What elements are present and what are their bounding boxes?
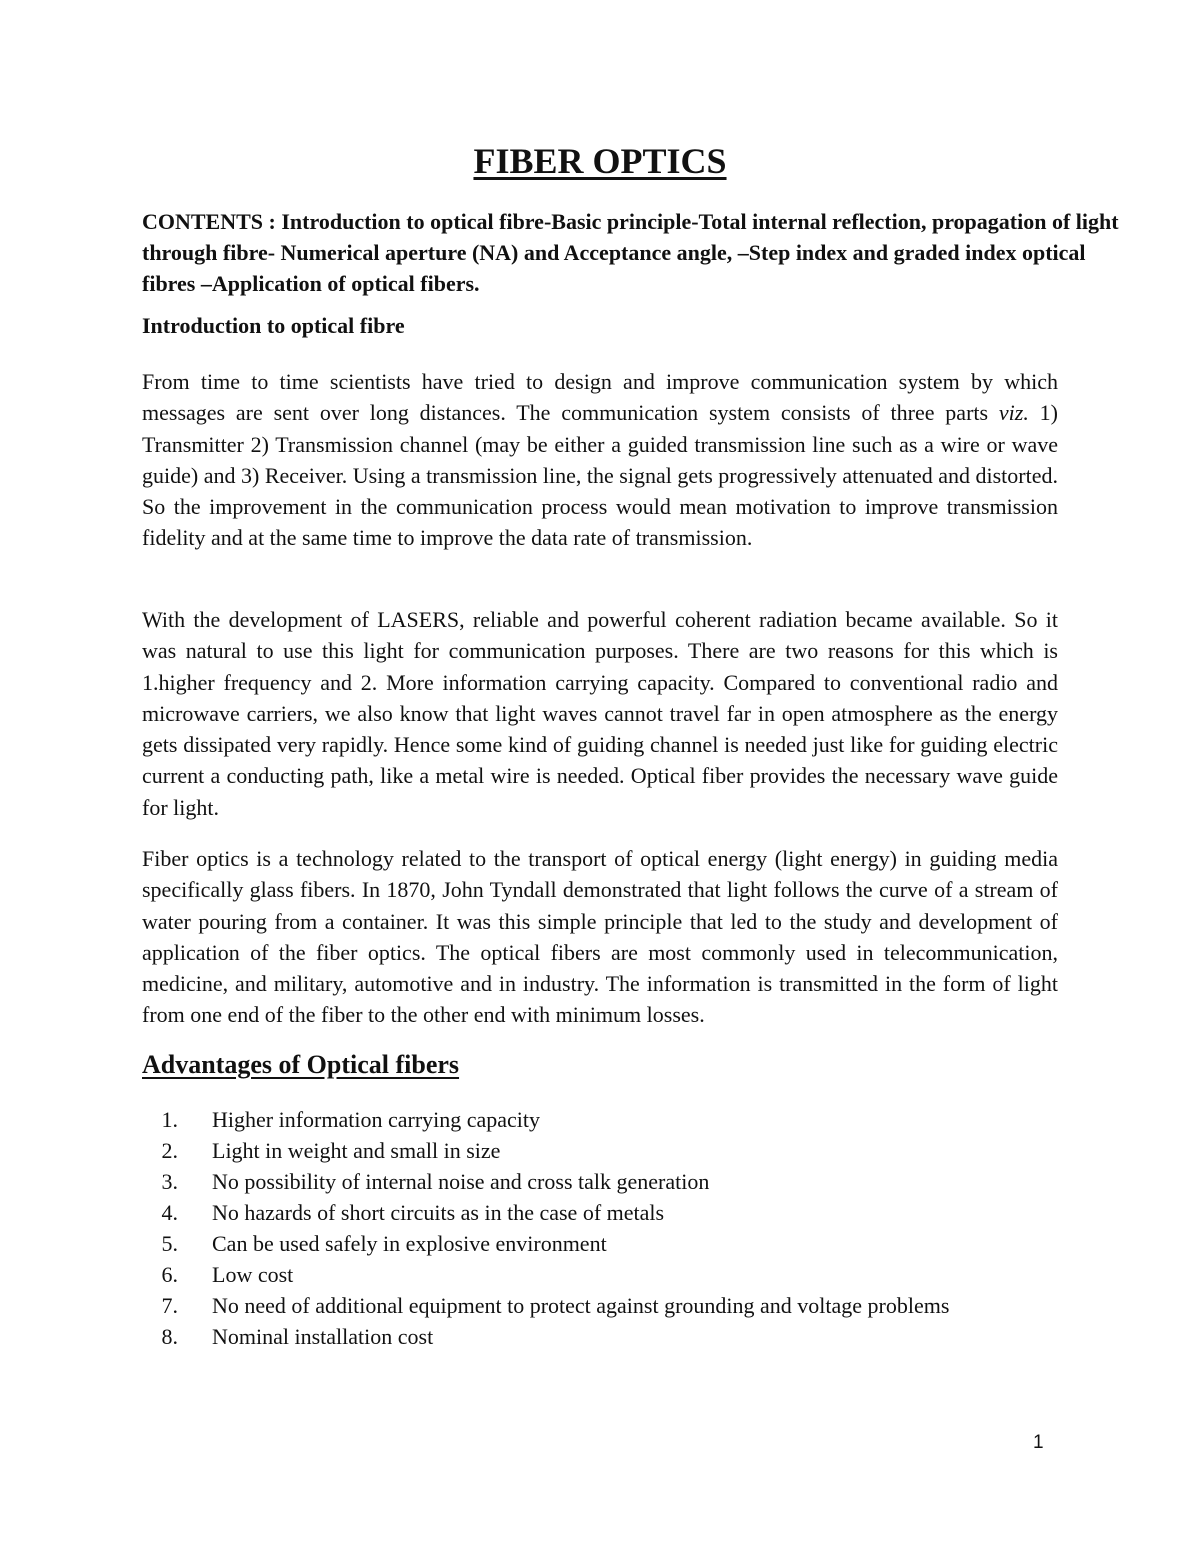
list-item-text: No hazards of short circuits as in the case of metals bbox=[212, 1200, 665, 1225]
list-item-number: 3. bbox=[161, 1169, 178, 1194]
list-item-number: 4. bbox=[161, 1200, 178, 1225]
list-item bbox=[142, 1228, 1042, 1259]
list-item-number: 6. bbox=[161, 1262, 178, 1287]
list-item-text: Can be used safely in explosive environment bbox=[212, 1231, 607, 1256]
paragraph-introduction bbox=[142, 366, 1058, 554]
list-item bbox=[142, 1321, 1042, 1352]
italic-text: viz. bbox=[998, 400, 1029, 426]
list-item bbox=[142, 1104, 1042, 1135]
advantages-list bbox=[142, 1104, 1042, 1352]
list-item bbox=[142, 1259, 1042, 1290]
section-heading-advantages: Advantages of Optical fibers bbox=[142, 1050, 460, 1079]
list-item bbox=[142, 1135, 1042, 1166]
page-number: 1 bbox=[1033, 1432, 1044, 1453]
page-title: FIBER OPTICS bbox=[473, 141, 727, 181]
list-item bbox=[142, 1166, 1042, 1197]
paragraph-fiber-optics: Fiber optics is a technology related to the transport of optical energy (light energy) in guiding media specifically glass fibers. In 1870, John Tyndall demonstrated that light follows the curve of a stream of water pouring from a container. It was this simple principle that led to the study and development of application of the fiber optics. The optical fibers are most commonly used in telecommunication, medicine, and military, automotive and in industry. The information is transmitted in the form of light from one end of the fiber to the other end with minimum losses. bbox=[142, 846, 1058, 1028]
paragraph-text: 1) Transmitter 2) Transmission channel (may be either a guided transmission line such as a wire or wave guide) and 3) Receiver. Using a transmission line, the signal gets progressively attenuated and distorted. So the improvement in the communication process would mean motivation to improve transmission fidelity and at the same time to improve the data rate of transmission. bbox=[142, 400, 1058, 551]
list-item bbox=[142, 1290, 1042, 1321]
paragraph-lasers: With the development of LASERS, reliable and powerful coherent radiation became available. So it was natural to use this light for communication purposes. There are two reasons for this which is 1.higher frequency and 2. More information carrying capacity. Compared to conventional radio and microwave carriers, we also know that light waves cannot travel far in open atmosphere as the energy gets dissipated very rapidly. Hence some kind of guiding channel is needed just like for guiding electric current a conducting path, like a metal wire is needed. Optical fiber provides the necessary wave guide for light. bbox=[142, 607, 1058, 820]
list-item-text: Higher information carrying capacity bbox=[212, 1107, 541, 1132]
list-item-number: 2. bbox=[161, 1138, 178, 1163]
list-item-text: Nominal installation cost bbox=[212, 1324, 434, 1349]
paragraph-text: From time to time scientists have tried to design and improve communication system by which messages are sent over long distances. The communication system consists of three parts bbox=[142, 369, 1058, 426]
list-item-number: 7. bbox=[161, 1293, 178, 1318]
list-item-text: Light in weight and small in size bbox=[212, 1138, 501, 1163]
contents-summary: CONTENTS : Introduction to optical fibre-Basic principle-Total internal reflection, propagation of light through fibre- Numerical aperture (NA) and Acceptance angle, –Step index and graded index optical fibres –Application of optical fibers. bbox=[142, 209, 1119, 296]
list-item-number: 1. bbox=[161, 1107, 178, 1132]
list-item-text: No possibility of internal noise and cross talk generation bbox=[212, 1169, 710, 1194]
list-item-number: 5. bbox=[161, 1231, 178, 1256]
list-item-number: 8. bbox=[161, 1324, 178, 1349]
list-item-text: Low cost bbox=[212, 1262, 294, 1287]
list-item-text: No need of additional equipment to protect against grounding and voltage problems bbox=[212, 1293, 950, 1318]
section-heading-introduction: Introduction to optical fibre bbox=[142, 313, 405, 338]
list-item bbox=[142, 1197, 1042, 1228]
